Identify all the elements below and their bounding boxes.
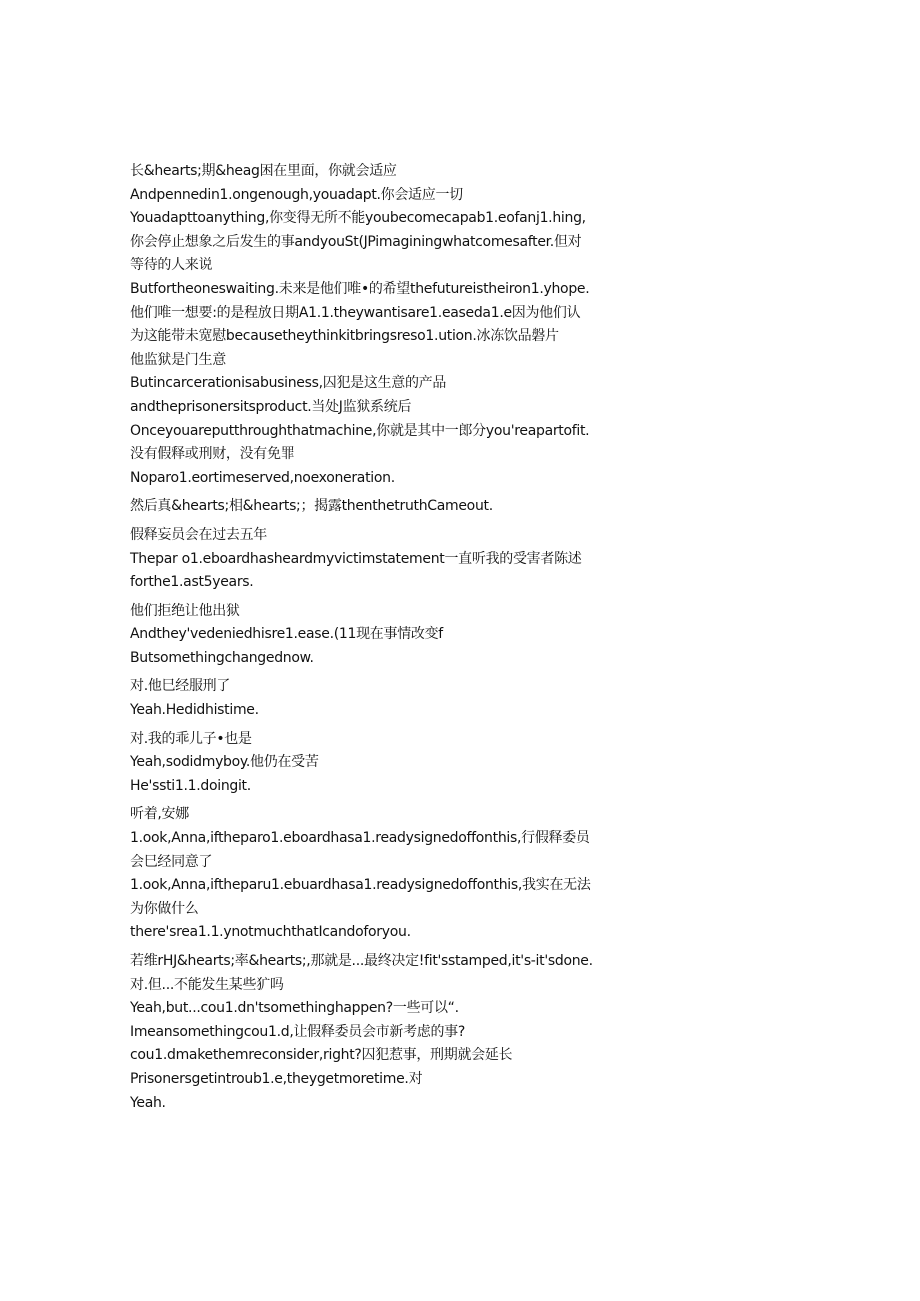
transcript-line: 然后真&hearts;相&hearts;；揭露thenthetruthCameout. (130, 498, 493, 515)
transcript-line: 对.他巳经服刑了 (130, 678, 231, 695)
transcript-line: Yeah.Hedidhistime. (130, 702, 259, 719)
transcript-line: Thepar o1.eboardhasheardmyvictimstatement一直听我的受害者陈述 (130, 550, 582, 567)
transcript-line: Andthey'vedeniedhisre1.ease.(11现在事情改变f (130, 626, 443, 643)
transcript-line: Onceyouareputthroughthatmachine,你就是其中一郎分you'reapartofit. (130, 422, 590, 439)
transcript-line: there'srea1.1.ynotmuchthatIcandoforyou. (130, 924, 411, 941)
transcript-line: andtheprisonersitsproduct.当处J监狱系统后 (130, 398, 412, 415)
transcript-line: Andpennedin1.ongenough,youadapt.你会适应一切 (130, 186, 463, 203)
transcript-line: 听着,安娜 (130, 806, 189, 823)
transcript-line: 他监狱是门生意 (130, 351, 226, 368)
transcript-line: 对.我的乖儿子•也是 (130, 730, 252, 747)
transcript-line: forthe1.ast5years. (130, 574, 254, 591)
transcript-line: 等待的人来说 (130, 257, 213, 274)
transcript-line: 对.但...不能发生某些犷吗 (130, 976, 284, 993)
transcript-line: 假释妄员会在过去五年 (130, 526, 267, 543)
transcript-line: 他们拒绝让他出狱 (130, 602, 240, 619)
transcript-body (130, 160, 630, 1115)
transcript-line: Yeah,sodidmyboy.他仍在受苦 (130, 754, 319, 771)
transcript-line: 1.ook,Anna,iftheparu1.ebuardhasa1.readysignedoffonthis,我实在无法 (130, 877, 591, 894)
transcript-line: He'ssti1.1.doingit. (130, 777, 251, 794)
transcript-line: 没有假释或刑财，没有免罪 (130, 446, 295, 463)
transcript-line: Butsomethingchangednow. (130, 649, 314, 666)
transcript-line: Yeah,but...cou1.dn'tsomethinghappen?一些可以“. (130, 1000, 459, 1017)
transcript-line: 为这能带未宽慰becausetheythinkitbringsreso1.ution.冰冻饮品磐片 (130, 328, 559, 345)
transcript-line: 会巳经同意了 (130, 853, 213, 870)
transcript-line: Butincarcerationisabusiness,囚犯是这生意的产品 (130, 375, 447, 392)
transcript-line: Yeah. (130, 1094, 166, 1111)
transcript-line: Youadapttoanything,你变得无所不能youbecomecapab1.eofanj1.hing, (130, 210, 586, 227)
transcript-line: Imeansomethingcou1.d,让假释委员会市新考虑的事? (130, 1023, 466, 1040)
transcript-line: Noparo1.eortimeserved,noexoneration. (130, 469, 395, 486)
transcript-line: 你会停止想象之后发生的事andyouSt(JPimaginingwhatcomesafter.但对 (130, 233, 582, 250)
transcript-line: Butfortheoneswaiting.未来是他们唯•的希望thefutureistheiron1.yhope. (130, 280, 590, 297)
transcript-line: 长&hearts;期&heag困在里面，你就会适应 (130, 163, 397, 179)
transcript-line: 为你做什么 (130, 900, 199, 917)
transcript-line: cou1.dmakethemreconsider,right?囚犯惹事，刑期就会延长 (130, 1047, 513, 1064)
transcript-line: 他们唯一想要:的是程放日期A1.1.theywantisare1.easeda1.e因为他们认 (130, 304, 581, 321)
transcript-line: 1.ook,Anna,iftheparo1.eboardhasa1.readysignedoffonthis,行假释委员 (130, 830, 590, 847)
transcript-line: Prisonersgetintroub1.e,theygetmoretime.对 (130, 1070, 423, 1087)
transcript-line: 若维rHJ&hearts;率&hearts;,那就是...最终决定!fit'sstamped,it's-it'sdone. (130, 953, 593, 969)
